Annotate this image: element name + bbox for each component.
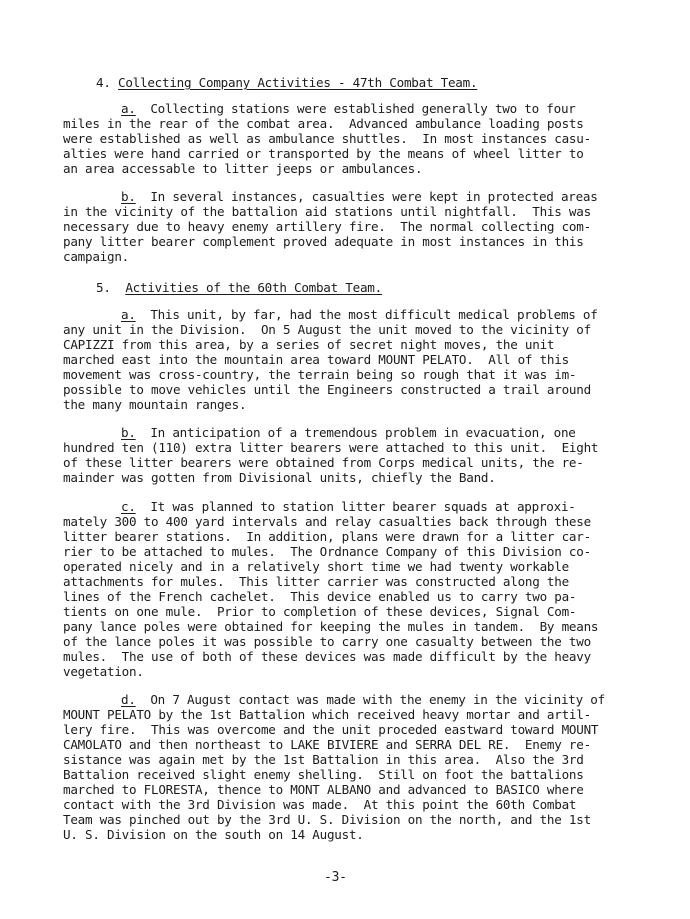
para-5c-letter: c.: [121, 499, 136, 514]
para-5d-line: marched to FLORESTA, thence to MONT ALBANO and advanced to BASICO where: [63, 782, 584, 797]
para-4a-line: alties were hand carried or transported by the means of wheel litter to: [63, 146, 584, 161]
para-5d-line: lery fire. This was overcome and the unit proceded eastward toward MOUNT: [63, 722, 599, 737]
para-5a-line: CAPIZZI from this area, by a series of secret night moves, the unit: [63, 337, 555, 352]
para-5d-line: U. S. Division on the south on 14 August.: [63, 827, 364, 842]
para-5b-first-line: [121, 425, 576, 440]
para-5d-first-line: [121, 692, 605, 707]
para-5d-line: contact with the 3rd Division was made. At this point the 60th Combat: [63, 797, 577, 812]
section-4-number: 4.: [96, 75, 111, 90]
para-5b-letter: b.: [121, 425, 136, 440]
para-5d-line: CAMOLATO and then northeast to LAKE BIVIERE and SERRA DEL RE. Enemy re-: [63, 737, 591, 752]
para-4b-line: necessary due to heavy enemy artillery fire. The normal collecting com-: [63, 219, 591, 234]
para-4a-line: an area accessable to litter jeeps or ambulances.: [63, 161, 423, 176]
para-5c-line: mules. The use of both of these devices was made difficult by the heavy: [63, 649, 591, 664]
para-5c-text: It was planned to station litter bearer squads at approxi-: [150, 499, 576, 514]
para-5a-line: movement was cross-country, the terrain being so rough that it was im-: [63, 367, 577, 382]
para-4a-text: Collecting stations were established generally two to four: [150, 101, 576, 116]
para-5a-line: any unit in the Division. On 5 August the unit moved to the vicinity of: [63, 322, 591, 337]
section-4-heading: [96, 75, 477, 90]
para-5d-line: sistance was again met by the 1st Battalion in this area. Also the 3rd: [63, 752, 584, 767]
page-number: -3-: [324, 870, 347, 885]
para-5d-letter: d.: [121, 692, 136, 707]
para-5c-line: operated nicely and in a relatively short time we had twenty workable: [63, 559, 569, 574]
para-5d-text: On 7 August contact was made with the enemy in the vicinity of: [150, 692, 605, 707]
para-5c-line: rier to be attached to mules. The Ordnance Company of this Division co-: [63, 544, 591, 559]
para-4b-text: In several instances, casualties were kept in protected areas: [150, 189, 598, 204]
para-5c-line: mately 300 to 400 yard intervals and relay casualties back through these: [63, 514, 591, 529]
para-5c-line: attachments for mules. This litter carrier was constructed along the: [63, 574, 569, 589]
para-5a-line: the many mountain ranges.: [63, 397, 247, 412]
para-4b-letter: b.: [121, 189, 136, 204]
para-4a-line: miles in the rear of the combat area. Advanced ambulance loading posts: [63, 116, 584, 131]
para-5a-line: possible to move vehicles until the Engineers constructed a trail around: [63, 382, 591, 397]
section-4-title: Collecting Company Activities - 47th Combat Team.: [118, 75, 478, 90]
para-5a-letter: a.: [121, 307, 136, 322]
section-5-title: Activities of the 60th Combat Team.: [125, 280, 382, 295]
para-5d-line: Team was pinched out by the 3rd U. S. Division on the north, and the 1st: [63, 812, 591, 827]
para-5a-text: This unit, by far, had the most difficult medical problems of: [150, 307, 598, 322]
para-5b-line: of these litter bearers were obtained from Corps medical units, the re-: [63, 455, 584, 470]
para-5c-line: litter bearer stations. In addition, plans were drawn for a litter car-: [63, 529, 591, 544]
para-4b-line: in the vicinity of the battalion aid stations until nightfall. This was: [63, 204, 591, 219]
para-5a-line: marched east into the mountain area toward MOUNT PELATO. All of this: [63, 352, 569, 367]
para-4b-line: pany litter bearer complement proved adequate in most instances in this: [63, 234, 584, 249]
para-5b-line: mainder was gotten from Divisional units, chiefly the Band.: [63, 470, 496, 485]
para-5c-line: lines of the French cachelet. This device enabled us to carry two pa-: [63, 589, 577, 604]
para-5a-first-line: [121, 307, 598, 322]
para-5c-line: pany lance poles were obtained for keeping the mules in tandem. By means: [63, 619, 599, 634]
para-5c-line: of the lance poles it was possible to carry one casualty between the two: [63, 634, 591, 649]
para-4a-first-line: [121, 101, 576, 116]
para-4a-letter: a.: [121, 101, 136, 116]
para-5c-line: tients on one mule. Prior to completion of these devices, Signal Com-: [63, 604, 577, 619]
para-5c-line: vegetation.: [63, 664, 144, 679]
para-5c-first-line: [121, 499, 576, 514]
section-5-heading: [96, 280, 382, 295]
para-5b-line: hundred ten (110) extra litter bearers were attached to this unit. Eight: [63, 440, 599, 455]
para-4a-line: were established as well as ambulance shuttles. In most instances casu-: [63, 131, 591, 146]
para-4b-line: campaign.: [63, 249, 129, 264]
para-5b-text: In anticipation of a tremendous problem in evacuation, one: [150, 425, 576, 440]
para-5d-line: MOUNT PELATO by the 1st Battalion which received heavy mortar and artil-: [63, 707, 591, 722]
para-4b-first-line: [121, 189, 598, 204]
para-5d-line: Battalion received slight enemy shelling. Still on foot the battalions: [63, 767, 584, 782]
section-5-number: 5.: [96, 280, 111, 295]
